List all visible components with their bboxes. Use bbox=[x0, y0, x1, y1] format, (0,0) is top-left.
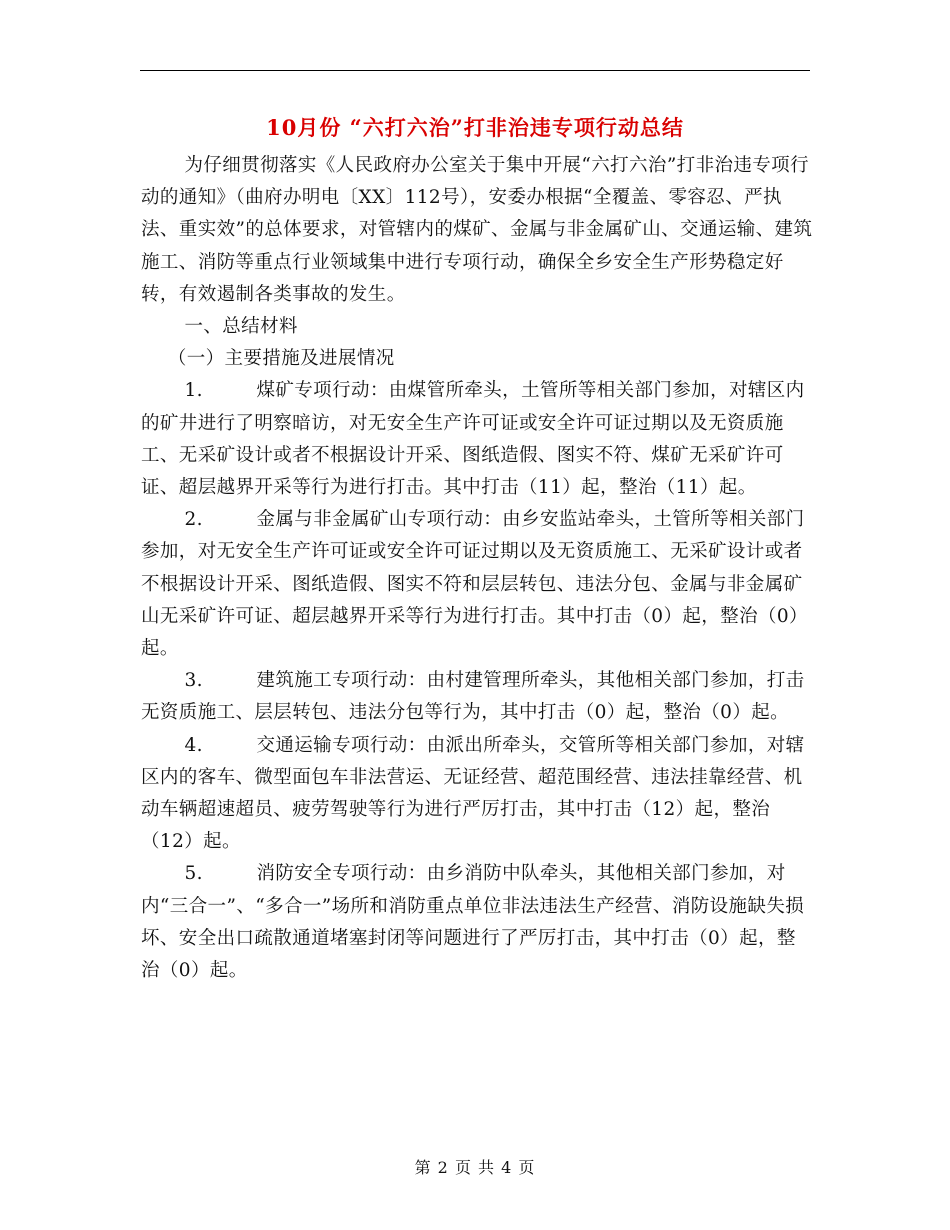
item-text: 消防安全专项行动：由乡消防中队牵头，其他相关部门参加，对内“三合一”、“多合一”场所和消防重点单位非法违法生产经营、消防设施缺失损坏、安全出口疏散通道堵塞封闭等问题进行了严厉打击，其中打击（0）起，整治（0）起。 bbox=[141, 863, 805, 982]
item-number: 4. bbox=[184, 734, 203, 756]
list-item bbox=[141, 858, 813, 987]
list-item bbox=[141, 730, 813, 859]
header-rule bbox=[140, 70, 810, 71]
list-item bbox=[141, 375, 813, 504]
item-number: 5. bbox=[184, 863, 203, 885]
document-title: 10月份 “六打六治”打非治违专项行动总结 bbox=[266, 115, 684, 140]
item-text: 建筑施工专项行动：由村建管理所牵头，其他相关部门参加，打击无资质施工、层层转包、违法分包等行为，其中打击（0）起，整治（0）起。 bbox=[141, 670, 805, 724]
item-number: 1. bbox=[184, 380, 203, 402]
item-text: 交通运输专项行动：由派出所牵头，交管所等相关部门参加，对辖区内的客车、微型面包车非法营运、无证经营、超范围经营、违法挂靠经营、机动车辆超速超员、疲劳驾驶等行为进行严厉打击，其中打击（12）起，整治（12）起。 bbox=[141, 734, 805, 853]
item-text: 煤矿专项行动：由煤管所牵头，土管所等相关部门参加，对辖区内的矿井进行了明察暗访，对无安全生产许可证或安全许可证过期以及无资质施工、无采矿设计或者不根据设计开采、图纸造假、图实不符、煤矿无采矿许可证、超层越界开采等行为进行打击。其中打击（11）起，整治（11）起。 bbox=[141, 380, 805, 499]
subsection-heading: （一）主要措施及进展情况 bbox=[167, 348, 395, 370]
section-heading: 一、总结材料 bbox=[184, 316, 298, 338]
item-number: 3. bbox=[184, 670, 203, 692]
item-text: 金属与非金属矿山专项行动：由乡安监站牵头，土管所等相关部门参加，对无安全生产许可证或安全许可证过期以及无资质施工、无采矿设计或者不根据设计开采、图纸造假、图实不符和层层转包、违法分包、金属与非金属矿山无采矿许可证、超层越界开采等行为进行打击。其中打击（0）起，整治（0）起。 bbox=[141, 509, 808, 660]
document-body bbox=[141, 150, 813, 987]
list-item bbox=[141, 504, 813, 665]
intro-paragraph: 为仔细贯彻落实《人民政府办公室关于集中开展“六打六治”打非治违专项行动的通知》（曲府办明电〔XX〕112号），安委办根据“全覆盖、零容忍、严执法、重实效”的总体要求，对管辖内的煤矿、金属与非金属矿山、交通运输、建筑施工、消防等重点行业领域集中进行专项行动，确保全乡安全生产形势稳定好转，有效遏制各类事故的发生。 bbox=[141, 155, 813, 305]
list-item bbox=[141, 665, 813, 729]
item-number: 2. bbox=[184, 509, 203, 531]
page-footer: 第 2 页 共 4 页 bbox=[414, 1158, 536, 1177]
